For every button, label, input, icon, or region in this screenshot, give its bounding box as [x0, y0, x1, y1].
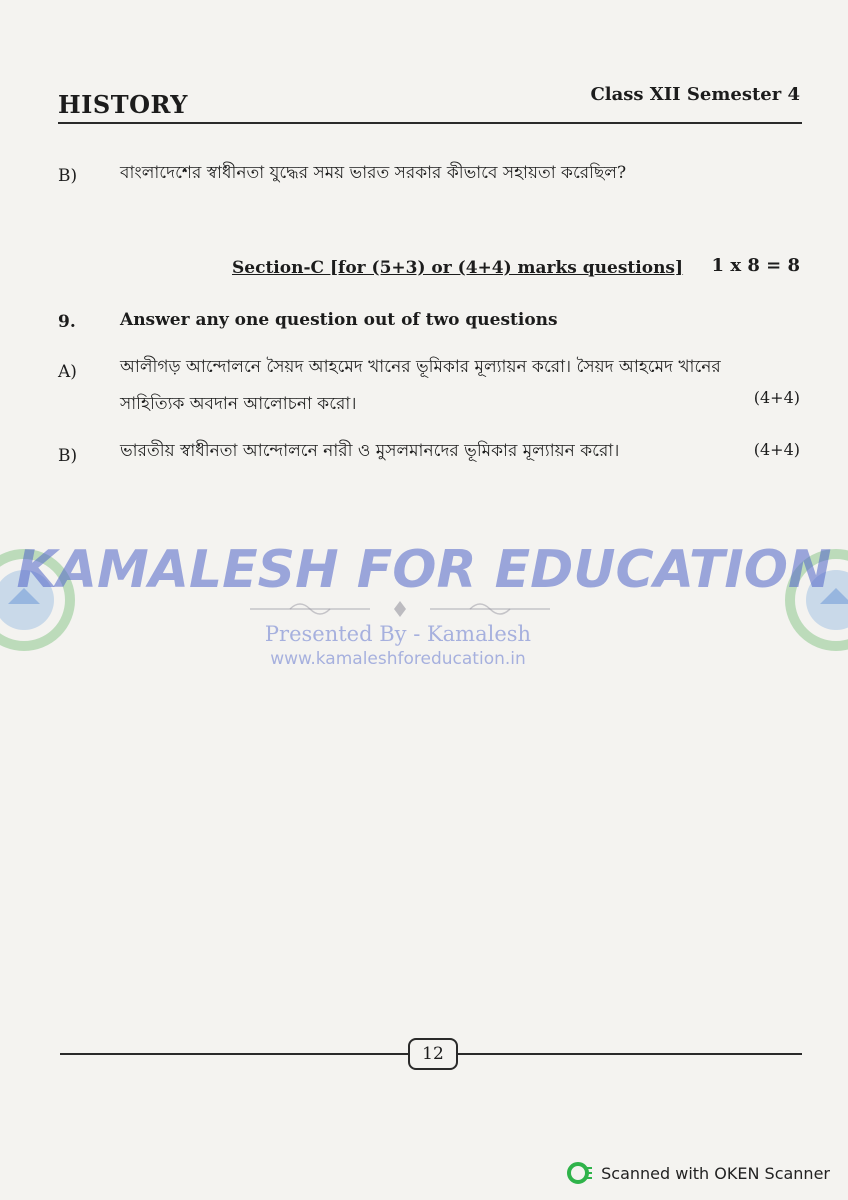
- watermark-url: www.kamaleshforeducation.in: [270, 649, 526, 669]
- watermark-title: KAMALESH FOR EDUCATION: [16, 540, 832, 600]
- option-label: A): [58, 362, 77, 382]
- option-text-line: সাহিত্যিক অবদান আলোচনা করো।: [120, 394, 357, 414]
- footer-rule-right: [456, 1053, 802, 1055]
- watermark-ornament: [250, 598, 550, 620]
- option-marks: (4+4): [753, 440, 800, 459]
- section-marks-total: 1 x 8 = 8: [711, 255, 800, 276]
- option-label: B): [58, 446, 78, 466]
- option-marks: (4+4): [753, 388, 800, 407]
- class-info: Class XII Semester 4: [590, 84, 800, 105]
- page-number: 12: [408, 1038, 458, 1070]
- prev-question-label: B): [58, 166, 78, 186]
- watermark-presented-by: Presented By - Kamalesh: [264, 622, 532, 646]
- scanner-logo-icon: [567, 1162, 593, 1184]
- question-instruction: Answer any one question out of two questions: [120, 310, 558, 330]
- scanner-badge: [567, 1162, 830, 1184]
- prev-question-text: বাংলাদেশের স্বাধীনতা যুদ্ধের সময় ভারত সরকার কীভাবে সহায়তা করেছিল?: [120, 163, 627, 183]
- subject-title: HISTORY: [58, 90, 188, 119]
- footer-rule-left: [60, 1053, 408, 1055]
- section-title: Section-C [for (5+3) or (4+4) marks questions]: [232, 258, 684, 278]
- question-number: 9.: [58, 312, 76, 332]
- option-text-line: আলীগড় আন্দোলনে সৈয়দ আহমেদ খানের ভূমিকার মূল্যায়ন করো। সৈয়দ আহমেদ খানের: [120, 357, 721, 377]
- option-text-line: ভারতীয় স্বাধীনতা আন্দোলনে নারী ও মুসলমানদের ভূমিকার মূল্যায়ন করো।: [120, 441, 620, 461]
- scanner-text: Scanned with OKEN Scanner: [601, 1163, 830, 1183]
- header-rule: [58, 122, 802, 124]
